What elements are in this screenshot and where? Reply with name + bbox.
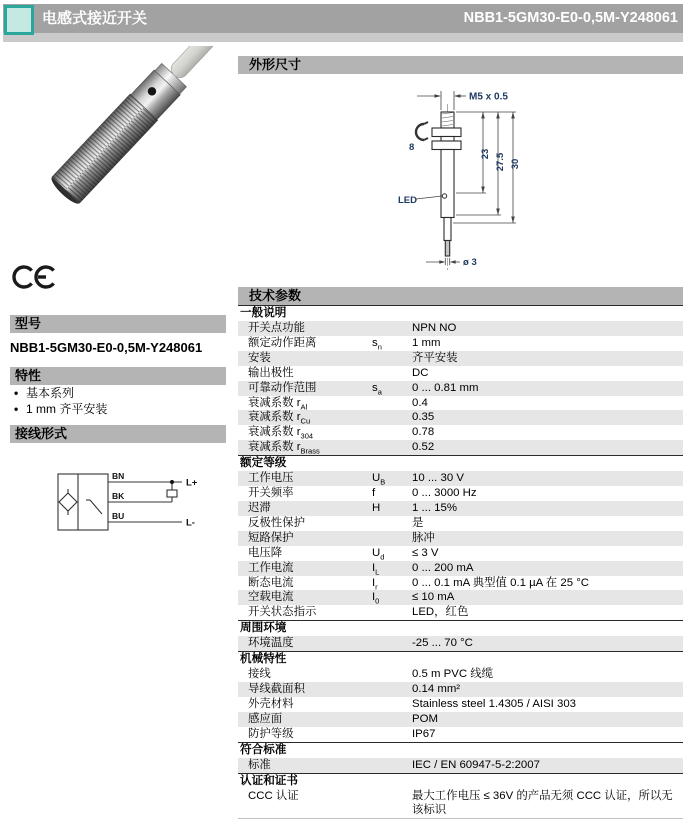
row-label-text: 开关频率 (248, 487, 294, 500)
row-value-text: 1 mm (412, 336, 441, 349)
row-value-text: Stainless steel 1.4305 / AISI 303 (412, 697, 577, 710)
row-value (412, 758, 683, 773)
row-symbol-text: s (372, 336, 378, 349)
row-label-text: 导线截面积 (248, 683, 305, 696)
subscript: r (375, 581, 378, 591)
row-label (238, 425, 372, 440)
row-value (412, 410, 683, 425)
row-symbol (372, 546, 412, 561)
row-symbol (372, 697, 412, 712)
wire-label-bu: BU (112, 511, 125, 521)
row-value (412, 396, 683, 411)
row-value (412, 697, 683, 712)
table-row (238, 605, 683, 620)
subscript: Cu (300, 416, 311, 426)
row-value-text: 0 ... 3000 Hz (412, 487, 477, 500)
table-row (238, 366, 683, 381)
row-value (412, 727, 683, 742)
subscript: a (377, 386, 382, 396)
row-label (238, 486, 372, 501)
row-label (238, 636, 372, 651)
row-label (238, 667, 372, 682)
row-label-text: 工作电流 (248, 561, 294, 574)
row-symbol (372, 789, 412, 819)
row-value (412, 336, 683, 351)
table-row (238, 471, 683, 486)
row-value (412, 425, 683, 440)
table-row (238, 396, 683, 411)
row-value (412, 576, 683, 591)
row-label-text: 反极性保护 (248, 516, 305, 529)
table-row (238, 351, 683, 366)
row-value-text: ≤ 10 mA (412, 591, 455, 604)
row-value-text: 0 ... 200 mA (412, 561, 474, 574)
table-row (238, 697, 683, 712)
row-label (238, 501, 372, 516)
table-row (238, 561, 683, 576)
section-header-dimensions: 外形尺寸 (238, 56, 683, 74)
table-row (238, 321, 683, 336)
row-value (412, 351, 683, 366)
table-row (238, 501, 683, 516)
sensor-body-outline (58, 474, 108, 530)
section-header-model: 型号 (10, 315, 226, 333)
thread-label: M5 x 0.5 (469, 91, 508, 103)
row-value (412, 486, 683, 501)
dim-label-27-5: 27.5 (495, 152, 506, 172)
row-symbol (372, 366, 412, 381)
table-section-header (238, 742, 683, 758)
ce-mark-icon (12, 264, 58, 290)
row-value (412, 590, 683, 605)
subscript: Brass (300, 446, 320, 456)
product-photo (10, 46, 226, 258)
row-value (412, 381, 683, 396)
row-symbol (372, 667, 412, 682)
row-label-text: 短路保护 (248, 531, 294, 544)
row-value (412, 321, 683, 336)
cable-diameter-label: ø 3 (463, 257, 477, 268)
table-row (238, 531, 683, 546)
row-label-text: 衰减系数 r (248, 396, 301, 409)
row-label (238, 605, 372, 620)
row-label (238, 697, 372, 712)
table-section-header (238, 651, 683, 667)
row-label (238, 576, 372, 591)
row-symbol (372, 321, 412, 336)
row-symbol (372, 440, 412, 455)
table-row (238, 590, 683, 605)
row-value-text: 0.14 mm² (412, 683, 461, 696)
row-label-text: 安装 (248, 351, 271, 364)
row-value-text: 是 (412, 516, 424, 529)
row-label-text: 衰减系数 r (248, 426, 301, 439)
led-label: LED (398, 195, 417, 206)
row-symbol-text: U (372, 546, 381, 559)
table-row (238, 410, 683, 425)
row-value-text: POM (412, 712, 438, 725)
row-label (238, 471, 372, 486)
table-section-header (238, 773, 683, 789)
row-label (238, 712, 372, 727)
section-header-features: 特性 (10, 367, 226, 385)
row-symbol-text: U (372, 472, 381, 485)
row-symbol (372, 576, 412, 591)
row-symbol-text: I (372, 576, 376, 589)
row-value-text: 0.5 m PVC 线缆 (412, 668, 494, 681)
table-row (238, 758, 683, 773)
bullet-icon: • (14, 386, 19, 400)
brand-square-icon (4, 5, 34, 35)
table-section-title: 一般说明 (240, 306, 287, 319)
table-row (238, 336, 683, 351)
row-value (412, 561, 683, 576)
wrench-icon (416, 122, 428, 140)
row-label (238, 682, 372, 697)
row-symbol-text: H (372, 501, 381, 514)
row-value-text: DC (412, 366, 429, 379)
table-row (238, 789, 683, 819)
row-label-text: 外壳材料 (248, 697, 294, 710)
table-row (238, 712, 683, 727)
row-symbol (372, 486, 412, 501)
row-symbol (372, 351, 412, 366)
row-value (412, 789, 683, 819)
row-label-text: 断态电流 (248, 576, 294, 589)
row-label-text: 可靠动作范围 (248, 381, 317, 394)
table-section-header (238, 455, 683, 471)
row-label-text: 防护等级 (248, 727, 294, 740)
subscript: Al (300, 401, 308, 411)
row-label-text: 工作电压 (248, 472, 294, 485)
feature-label: 1 mm 齐平安装 (26, 401, 108, 416)
dim-label-30: 30 (510, 158, 521, 170)
row-value (412, 440, 683, 455)
row-label-text: 感应面 (248, 712, 283, 725)
row-label (238, 351, 372, 366)
tech-table (238, 305, 683, 819)
table-section-title: 周围环境 (240, 621, 287, 635)
row-symbol (372, 531, 412, 546)
row-label (238, 336, 372, 351)
row-label (238, 396, 372, 411)
terminal-label-plus: L+ (186, 477, 198, 489)
row-value (412, 471, 683, 486)
row-label (238, 410, 372, 425)
table-row (238, 727, 683, 742)
row-label (238, 789, 372, 819)
row-value (412, 636, 683, 651)
row-label-text: 开关点功能 (248, 322, 305, 334)
table-section-title: 额定等级 (240, 456, 287, 470)
row-symbol (372, 758, 412, 773)
table-row (238, 546, 683, 561)
table-row (238, 381, 683, 396)
table-section-title: 机械特性 (240, 652, 287, 666)
table-row (238, 516, 683, 531)
row-label (238, 516, 372, 531)
row-label (238, 531, 372, 546)
row-symbol (372, 471, 412, 486)
row-symbol-text: s (372, 381, 378, 394)
row-label-text: 迟滞 (248, 501, 271, 514)
row-label (238, 546, 372, 561)
junction-dot (170, 480, 174, 484)
wiring-diagram (50, 466, 220, 546)
subscript: 0 (375, 596, 380, 606)
table-row (238, 486, 683, 501)
page-title: 电感式接近开关 (42, 10, 148, 27)
row-value (412, 366, 683, 381)
row-symbol (372, 516, 412, 531)
subscript: d (380, 551, 385, 561)
row-label-text: 额定动作距离 (248, 336, 317, 349)
dim-label-23: 23 (480, 148, 491, 160)
row-value-text: 0.52 (412, 441, 435, 454)
wire-label-bk: BK (112, 491, 125, 501)
row-label (238, 561, 372, 576)
header-substrip (3, 33, 683, 42)
row-label (238, 366, 372, 381)
row-value (412, 605, 683, 620)
table-row (238, 425, 683, 440)
row-value-text: 最大工作电压 ≤ 36V 的产品无须 CCC 认证，所以无该标识 (412, 789, 673, 817)
row-label (238, 727, 372, 742)
row-symbol (372, 727, 412, 742)
row-value (412, 501, 683, 516)
row-value-text: 10 ... 30 V (412, 472, 464, 485)
row-label-text: 空载电流 (248, 591, 294, 604)
table-row (238, 682, 683, 697)
row-symbol (372, 590, 412, 605)
row-label (238, 381, 372, 396)
led-dot (442, 194, 446, 198)
part-number-header: NBB1-5GM30-E0-0,5M-Y248061 (463, 10, 678, 26)
features-list (10, 386, 226, 417)
feature-label: 基本系列 (26, 386, 75, 400)
row-symbol (372, 682, 412, 697)
model-number: NBB1-5GM30-E0-0,5M-Y248061 (10, 340, 203, 355)
row-value (412, 682, 683, 697)
table-row (238, 440, 683, 455)
row-value (412, 516, 683, 531)
terminal-label-minus: L- (186, 517, 195, 529)
table-section-header (238, 305, 683, 321)
row-value (412, 712, 683, 727)
table-row (238, 667, 683, 682)
row-value-text: 0 ... 0.1 mA 典型值 0.1 µA 在 25 °C (412, 576, 589, 589)
wrench-size-label: 8 (409, 142, 415, 153)
row-value-text: LED，红色 (412, 606, 469, 619)
dimension-drawing (360, 78, 560, 278)
subscript: L (375, 566, 380, 576)
row-label-text: 衰减系数 r (248, 441, 301, 454)
row-value (412, 546, 683, 561)
row-symbol (372, 425, 412, 440)
row-value-text: IEC / EN 60947-5-2:2007 (412, 758, 540, 771)
row-label-text: 开关状态指示 (248, 606, 317, 619)
row-value-text: 0.78 (412, 426, 435, 439)
row-symbol-text: I (372, 591, 376, 604)
row-symbol (372, 501, 412, 516)
row-symbol (372, 336, 412, 351)
wire-label-bn: BN (112, 471, 125, 481)
row-symbol (372, 712, 412, 727)
row-label (238, 321, 372, 336)
row-label-text: 标准 (248, 758, 271, 771)
row-symbol (372, 561, 412, 576)
row-symbol (372, 396, 412, 411)
row-value (412, 531, 683, 546)
row-symbol (372, 410, 412, 425)
row-label (238, 758, 372, 773)
row-symbol (372, 381, 412, 396)
table-row (238, 576, 683, 591)
feature-item (10, 386, 226, 402)
row-label (238, 440, 372, 455)
feature-item (10, 402, 226, 418)
row-symbol-text: I (372, 561, 376, 574)
row-symbol (372, 605, 412, 620)
bullet-icon: • (14, 401, 19, 416)
section-header-tech: 技术参数 (238, 287, 683, 305)
table-row (238, 636, 683, 651)
row-symbol-text: f (372, 487, 376, 500)
table-section-header (238, 620, 683, 636)
subscript: n (377, 342, 382, 352)
row-label (238, 590, 372, 605)
row-value-text: 1 ... 15% (412, 501, 457, 514)
row-value-text: ≤ 3 V (412, 546, 439, 559)
row-value-text: NPN NO (412, 322, 457, 334)
row-label-text: 输出极性 (248, 366, 294, 379)
row-label-text: 环境温度 (248, 637, 294, 650)
row-value-text: 齐平安装 (412, 351, 458, 364)
row-value-text: 0.35 (412, 411, 435, 424)
row-label-text: 电压降 (248, 546, 283, 559)
row-symbol (372, 636, 412, 651)
row-value-text: -25 ... 70 °C (412, 637, 473, 650)
row-value-text: IP67 (412, 727, 436, 740)
row-label-text: 接线 (248, 668, 271, 681)
row-value-text: 0 ... 0.81 mm (412, 381, 479, 394)
subscript: 304 (300, 431, 314, 441)
row-value-text: 0.4 (412, 396, 428, 409)
subscript: B (380, 477, 386, 487)
row-label-text: CCC 认证 (248, 789, 299, 802)
row-value-text: 脉冲 (412, 531, 435, 544)
section-header-connection: 接线形式 (10, 425, 226, 443)
table-section-title: 认证和证书 (240, 773, 298, 787)
table-section-title: 符合标准 (240, 742, 287, 756)
row-label-text: 衰减系数 r (248, 411, 301, 424)
row-value (412, 667, 683, 682)
